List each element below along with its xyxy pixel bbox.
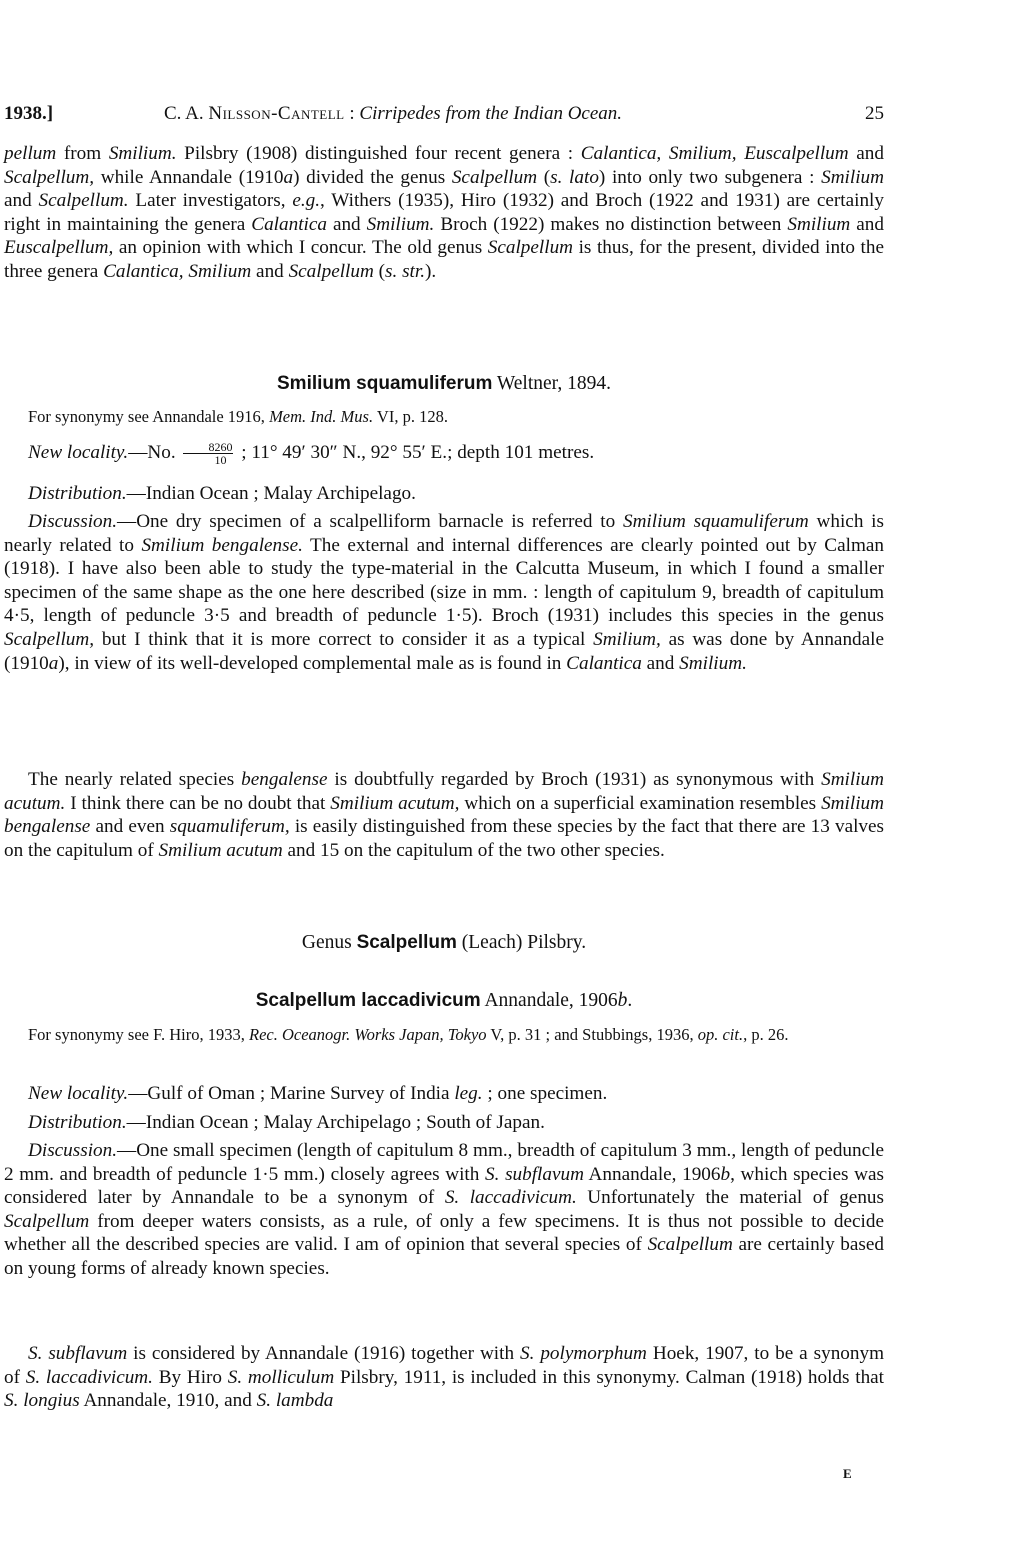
text-italic: Scalpellum	[451, 166, 538, 188]
text-italic: Euscalpellum,	[4, 237, 114, 259]
text-italic: Mem. Ind. Mus.	[269, 407, 374, 426]
text: , which species was considered later by Annandale to be a synonym of	[4, 1163, 884, 1209]
text: By Hiro	[152, 1366, 228, 1388]
text-italic: Scalpellum	[4, 1210, 90, 1232]
text: Unfortunately the material of genus	[576, 1187, 884, 1209]
text: (	[373, 260, 386, 282]
text: which on a superficial examination resembles	[459, 792, 822, 814]
discussion-paragraph-2	[4, 1139, 884, 1281]
locality-line	[4, 441, 884, 466]
text: and	[850, 213, 884, 235]
species-name: Smilium squamuliferum	[277, 373, 493, 394]
species-heading-scalpellum	[4, 990, 884, 1012]
text: from	[56, 143, 109, 164]
comparison-paragraph	[4, 768, 884, 862]
text: and	[848, 143, 884, 164]
synonymy-note	[4, 406, 908, 428]
text-italic: Smilium acutum.	[4, 769, 885, 814]
text-italic: b	[720, 1163, 731, 1185]
text-italic: Smilium bengalense	[4, 792, 884, 838]
text: and	[641, 652, 680, 674]
text-italic: leg.	[454, 1083, 483, 1104]
text: an opinion with which I concur. The old genus	[113, 237, 488, 259]
text: and even	[90, 816, 170, 838]
text: is considered by Annandale (1916) together with	[127, 1343, 520, 1364]
text-italic: Smilium squamuliferum	[622, 511, 809, 532]
text: VI, p. 128.	[373, 407, 448, 426]
signature-mark: E	[843, 1466, 852, 1481]
species-authority: Weltner, 1894.	[492, 373, 611, 394]
text: ).	[425, 260, 437, 282]
text: and 15 on the capitulum of the two other species.	[282, 839, 665, 861]
text: is thus, for the present, divided into the three genera	[4, 237, 885, 282]
text-italic: Smilium bengalense.	[141, 534, 303, 556]
text: For synonymy see Annandale 1916,	[28, 407, 270, 426]
text-italic: Smilium acutum,	[330, 792, 460, 814]
text-italic: S. subflavum	[485, 1163, 584, 1185]
genus-name: Scalpellum	[356, 932, 457, 953]
locality-line-2	[4, 1082, 884, 1106]
text-italic: Calantica	[566, 652, 642, 674]
text: The external and internal differences are clearly pointed out by Calman (1918). I have also been able to study the type-material in the Calcutta Museum, in which I found a smaller specimen of the same shape as the one here described (size in mm. : length of capitulum 9, breadth of capitulum 4·5, length of peduncle 3·5 and breadth of peduncle 1·5). Broch (1931) includes this species in the genus	[4, 534, 884, 627]
text: are certainly based on young forms of already known species.	[4, 1234, 884, 1279]
text: , p. 26.	[743, 1025, 789, 1044]
text-italic: Scalpellum,	[4, 166, 95, 188]
text: and	[4, 190, 39, 212]
label-italic: Discussion.	[28, 511, 118, 532]
fraction-denominator: 10	[214, 453, 227, 468]
intro-paragraph	[4, 142, 884, 284]
text: —One small specimen (length of capitulum 8 mm., breadth of capitulum 3 mm., length of peduncle 2 mm. and breadth of peduncle 1·5 mm.) closely agrees with	[4, 1140, 884, 1185]
text: and	[326, 213, 367, 235]
synonym-paragraph	[4, 1342, 884, 1413]
distribution-line-2	[4, 1111, 884, 1135]
text-italic: Scalpellum	[647, 1234, 733, 1256]
distribution-line	[4, 482, 884, 506]
text-italic: s. str.	[385, 260, 426, 282]
text: ; one specimen.	[482, 1083, 608, 1104]
label-italic: Distribution.	[28, 483, 127, 504]
volume-year: 1938.]	[4, 103, 54, 124]
text: For synonymy see F. Hiro, 1933,	[28, 1025, 249, 1044]
text: Hoek, 1907, to be a synonym of	[4, 1343, 884, 1388]
text-italic: s. lato	[550, 166, 599, 188]
species-heading-smilium	[4, 373, 884, 395]
genus-heading	[4, 932, 884, 954]
text: The nearly related species	[28, 769, 242, 790]
text: is doubtfully regarded by Broch (1931) as synonymous with	[327, 769, 822, 790]
text: ) into only two subgenera :	[598, 166, 822, 188]
text: while Annandale (1910	[94, 166, 284, 188]
title-separator: :	[344, 103, 360, 124]
text-italic: Scalpellum	[288, 260, 374, 282]
label-italic: New locality.	[28, 442, 129, 463]
text-italic: a	[283, 166, 294, 188]
text-italic: squamuliferum,	[169, 816, 290, 838]
text: I think there can be no doubt that	[65, 792, 331, 814]
text: —One dry specimen of a scalpelliform barnacle is referred to	[117, 511, 623, 532]
text: —Gulf of Oman ; Marine Survey of India	[128, 1083, 455, 1104]
text-italic: Calantica, Smilium, Euscalpellum	[580, 143, 849, 164]
text-italic: S. longius	[4, 1390, 80, 1412]
text-italic: Calantica, Smilium	[103, 260, 252, 282]
text: ; 11° 49′ 30″ N., 92° 55′ E.; depth 101 metres.	[236, 442, 595, 463]
text: but I think that it is more correct to consider it as a typical	[94, 628, 594, 650]
text-italic: op. cit.	[697, 1025, 744, 1044]
text-italic: Scalpellum.	[38, 190, 129, 212]
text: which is nearly related to	[4, 511, 884, 556]
label-italic: New locality.	[28, 1083, 129, 1104]
text: Annandale, 1906	[583, 1163, 721, 1185]
genus-prefix: Genus	[301, 932, 357, 953]
text-italic: S. subflavum	[28, 1343, 128, 1364]
text-italic: Smilium.	[366, 213, 435, 235]
text: and	[251, 260, 289, 282]
text-italic: S. molliculum	[227, 1366, 335, 1388]
text-italic: S. polymorphum	[520, 1343, 647, 1364]
discussion-paragraph	[4, 510, 884, 675]
text: Pilsbry (1908) distinguished four recent genera :	[176, 143, 581, 164]
text: —No.	[128, 442, 181, 463]
text-italic: Calantica	[251, 213, 327, 235]
text: from deeper waters consists, as a rule, of only a few specimens. It is thus not possible to decide whether all the described species are valid. I am of opinion that several species of	[4, 1210, 884, 1256]
author-name: Nilsson-Cantell	[208, 103, 345, 124]
text: ) divided the genus	[293, 166, 452, 188]
text-italic: bengalense	[241, 769, 328, 790]
text-italic: Smilium	[821, 166, 884, 188]
text: Broch (1922) makes no distinction between	[434, 213, 788, 235]
text: .	[627, 990, 633, 1011]
text: as was done by Annandale (1910	[4, 628, 884, 674]
text-italic: S. lambda	[256, 1390, 334, 1412]
synonymy-note-2	[4, 1024, 1006, 1046]
text: —Indian Ocean ; Malay Archipelago ; South of Japan.	[126, 1112, 545, 1133]
text: , Withers (1935), Hiro (1932) and Broch (1922 and 1931) are certainly right in maintaining the genera	[4, 190, 884, 235]
text-italic: Scalpellum,	[4, 628, 95, 650]
species-authority: Annandale, 1906	[480, 990, 618, 1011]
text-italic: Smilium	[787, 213, 851, 235]
running-header	[4, 103, 884, 129]
text: is easily distinguished from these species by the fact that there are 13 valves on the capitulum of	[4, 816, 884, 861]
label-italic: Distribution.	[28, 1112, 127, 1133]
fraction-numerator: 8260	[183, 441, 233, 454]
text: —Indian Ocean ; Malay Archipelago.	[126, 483, 416, 504]
text-italic: Smilium,	[593, 628, 661, 650]
station-fraction	[183, 441, 233, 466]
genus-authority: (Leach) Pilsbry.	[456, 932, 587, 953]
page-number: 25	[865, 103, 884, 124]
text-italic: e.g.	[292, 190, 321, 212]
text-italic: S. laccadivicum.	[444, 1187, 577, 1209]
text: Annandale, 1910, and	[79, 1390, 257, 1412]
text: ), in view of its well-developed complemental male as is found in	[58, 652, 567, 674]
text-italic: Smilium.	[108, 143, 177, 164]
text-italic: b	[617, 990, 628, 1011]
text-italic: pellum	[4, 143, 57, 164]
text-italic: Rec. Oceanogr. Works Japan, Tokyo	[248, 1025, 487, 1044]
text: V, p. 31 ; and Stubbings, 1936,	[486, 1025, 698, 1044]
text-italic: Smilium acutum	[158, 839, 283, 861]
text-italic: Scalpellum	[487, 237, 574, 259]
species-name: Scalpellum laccadivicum	[255, 990, 481, 1011]
text: Pilsbry, 1911, is included in this synonymy. Calman (1918) holds that	[334, 1366, 885, 1388]
author-initials: C. A.	[164, 103, 204, 124]
label-italic: Discussion.	[28, 1140, 118, 1161]
text-italic: S. laccadivicum.	[25, 1366, 153, 1388]
text-italic: a	[48, 652, 59, 674]
text-italic: Smilium.	[679, 652, 747, 674]
running-title	[164, 103, 622, 125]
text: (	[537, 166, 551, 188]
text: Later investigators,	[128, 190, 293, 212]
article-title: Cirripedes from the Indian Ocean.	[359, 103, 623, 124]
